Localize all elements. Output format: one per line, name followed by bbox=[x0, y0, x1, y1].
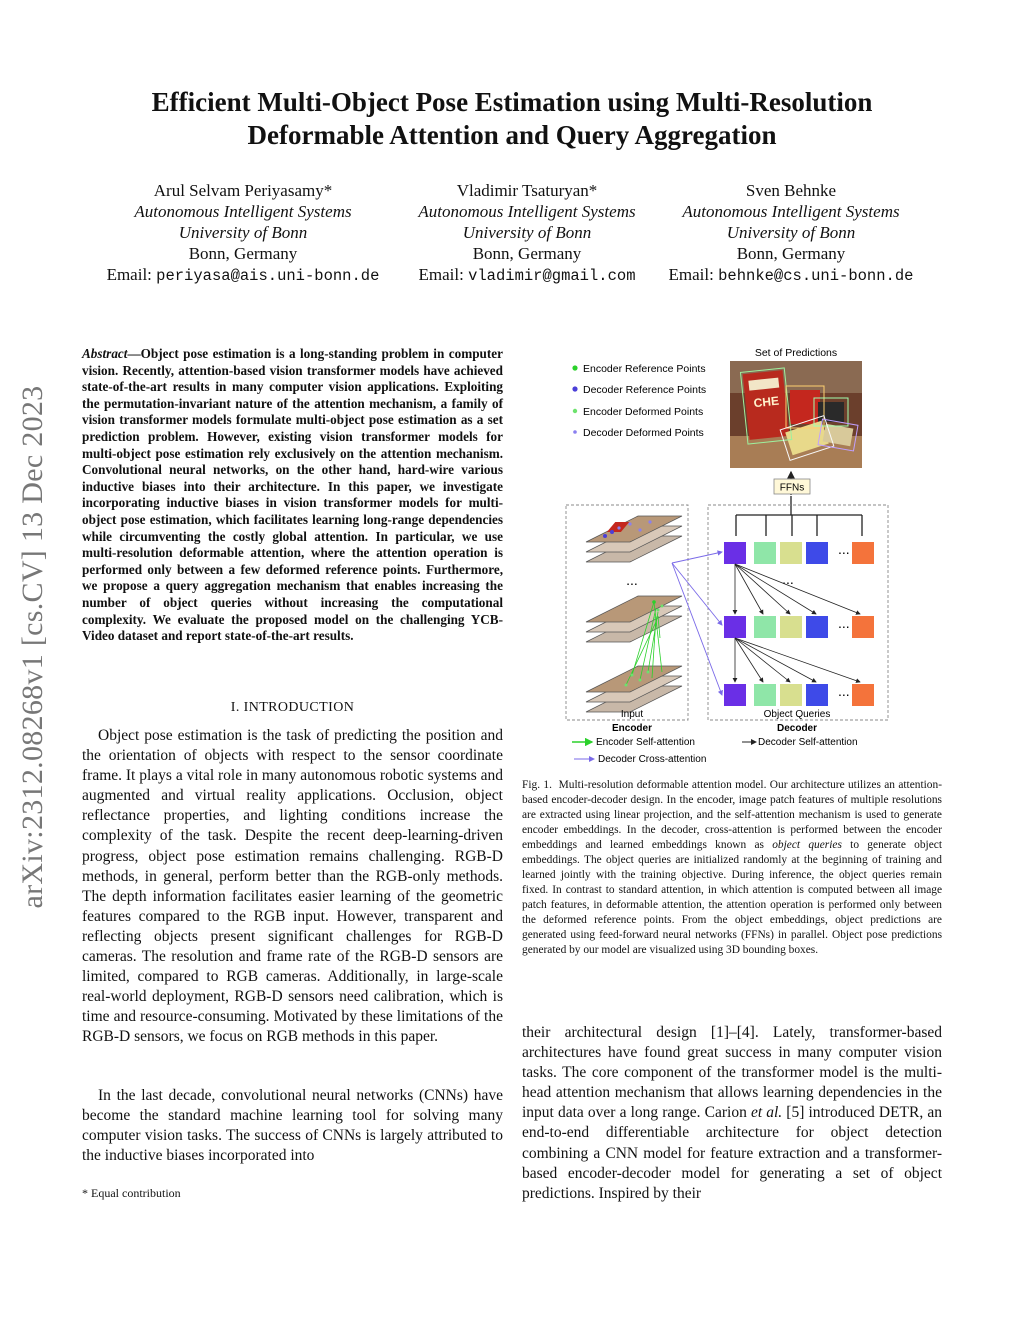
author-location: Bonn, Germany bbox=[736, 244, 846, 263]
query-cell bbox=[724, 616, 746, 638]
set-of-predictions-label: Set of Predictions bbox=[754, 347, 838, 359]
author-name: Sven Behnke bbox=[745, 181, 837, 200]
query-cell bbox=[780, 616, 802, 638]
author-affiliation: Autonomous Intelligent Systems bbox=[418, 202, 636, 221]
paper-title: Efficient Multi-Object Pose Estimation using Multi-Resolution Deformable Attention and Query Aggregation bbox=[151, 87, 873, 150]
author-email-line bbox=[626, 264, 956, 287]
email-label: Email: bbox=[668, 265, 714, 284]
scene-box-text: CHE bbox=[753, 393, 780, 411]
query-row-middle bbox=[724, 615, 874, 638]
legend-dot-encoder-deformed bbox=[573, 409, 577, 413]
legend-label: Encoder Deformed Points bbox=[583, 406, 704, 418]
legend-label: Encoder Reference Points bbox=[583, 363, 706, 375]
abstract-label: Abstract bbox=[82, 346, 128, 361]
query-cell bbox=[852, 542, 874, 564]
intro-paragraph-1: Object pose estimation is the task of predicting the position and the orientation of objects with respect to the sensor coordinate frame. It plays a vital role in many autonomous robotic systems and augmented and virtual reality applications. Occlusion, object reflectance properties, and lighting conditions increase the complexity of the task. Despite the recent deep-learning-driven progress, object pose estimation remains challenging. RGB-D methods, in general, perform better than the RGB-only methods. The depth information facilitates easier learning of the geometric features compared to the RGB input. However, transparent and reflecting objects present significant challenges for RGB-D cameras. The resolution and frame rate of the RGB-D sensors are limited, compared to RGB cameras. Additionally, in large-scale real-world deployment, RGB-D sensors need calibration, which is time and resource-consuming. Motivated by these limitations of the RGB-D sensors, we focus on RGB methods in this paper. bbox=[82, 727, 503, 1046]
query-cell bbox=[724, 684, 746, 706]
ellipsis: ... bbox=[626, 572, 638, 588]
ellipsis: ... bbox=[838, 683, 850, 699]
author-name: Vladimir Tsaturyan* bbox=[456, 181, 598, 200]
object-queries-label: Object Queries bbox=[763, 709, 831, 720]
figure-caption bbox=[522, 778, 942, 958]
query-cell bbox=[754, 616, 776, 638]
legend-label: Decoder Reference Points bbox=[583, 384, 707, 396]
query-cell bbox=[806, 542, 828, 564]
col2-text-em: et al. bbox=[750, 1104, 783, 1122]
query-cell bbox=[852, 684, 874, 706]
legend-dot-decoder-ref bbox=[572, 386, 577, 391]
ellipsis: ... bbox=[782, 571, 794, 587]
query-cell bbox=[754, 684, 776, 706]
author-name: Arul Selvam Periyasamy* bbox=[153, 181, 333, 200]
input-label: Input bbox=[620, 709, 644, 720]
figure-legend bbox=[572, 363, 706, 439]
legend-dot-decoder-deformed bbox=[573, 430, 577, 434]
footnote: * Equal contribution bbox=[82, 1186, 181, 1200]
query-cell bbox=[806, 684, 828, 706]
caption-prefix: Fig. 1. bbox=[522, 779, 552, 791]
query-cell bbox=[754, 542, 776, 564]
author-university: University of Bonn bbox=[462, 223, 592, 242]
ellipsis: ... bbox=[838, 615, 850, 631]
decoder-cross-attention-label: Decoder Cross-attention bbox=[598, 754, 707, 765]
query-row-top bbox=[724, 541, 874, 564]
author-university: University of Bonn bbox=[178, 223, 308, 242]
col2-text-b: [5] introduced DETR, an end-to-end differentiable architecture for object detection combining a CNN model for feature extraction and a transformer-based encoder-decoder model for generating a set of object predictions. Inspired by their bbox=[522, 1104, 942, 1202]
abstract-text: —Object pose estimation is a long-standing problem in computer vision. Recently, attention-based vision transformer models have achieved state-of-the-art results in many computer vision applications. Exploiting the permutation-invariant nature of the attention mechanism, a family of vision transformer models formulate multi-object pose estimation as a set prediction problem. However, existing vision transformer models for multi-object pose estimation rely exclusively on the attention mechanism. Convolutional neural networks, on the other hand, hard-wire various inductive biases into their architecture. In this paper, we investigate incorporating inductive biases in vision transformer models for multi-object pose estimation, which facilitates learning long-range dependencies while circumventing the costly global attention. In particular, we use multi-resolution deformable attention, where the attention operation is performed only between a few deformed reference points. Furthermore, we propose a query aggregation mechanism that enables increasing the number of object queries without increasing the computational complexity. We evaluate the proposed model on the challenging YCB-Video dataset and report state-of-the-art results. bbox=[82, 346, 503, 644]
query-cell bbox=[780, 542, 802, 564]
email-label: Email: bbox=[106, 265, 152, 284]
author-location: Bonn, Germany bbox=[188, 244, 298, 263]
caption-text-a: Multi-resolution deformable attention model. Our architecture utilizes an attention-based encoder-decoder design. In the encoder, image patch features of multiple resolutions are extracted using linear projection, and the self-attention mechanism is used to generate encoder embeddings. In the decoder, cross-attention is performed between the encoder embeddings and learned embeddings known as bbox=[522, 779, 942, 851]
author-email[interactable]: vladimir@gmail.com bbox=[468, 267, 636, 285]
query-cell bbox=[806, 616, 828, 638]
email-label: Email: bbox=[418, 265, 464, 284]
author-block-3 bbox=[626, 180, 956, 287]
encoder-self-attention-label: Encoder Self-attention bbox=[596, 737, 695, 748]
prediction-scene-image bbox=[730, 361, 862, 468]
author-location: Bonn, Germany bbox=[472, 244, 582, 263]
query-cell bbox=[852, 616, 874, 638]
query-cell bbox=[780, 684, 802, 706]
decoder-self-attention-label: Decoder Self-attention bbox=[758, 737, 858, 748]
section-heading-introduction: I. INTRODUCTION bbox=[230, 700, 355, 715]
column2-paragraph bbox=[522, 1023, 942, 1204]
author-affiliation: Autonomous Intelligent Systems bbox=[682, 202, 900, 221]
arxiv-identifier: arXiv:2312.08268v1 [cs.CV] 13 Dec 2023 bbox=[16, 385, 49, 909]
caption-text-em: object queries bbox=[772, 839, 842, 851]
query-cell bbox=[724, 542, 746, 564]
author-university: University of Bonn bbox=[726, 223, 856, 242]
encoder-feature-stacks bbox=[586, 516, 682, 712]
author-affiliation: Autonomous Intelligent Systems bbox=[134, 202, 352, 221]
abstract bbox=[82, 346, 503, 645]
ffns-label: FFNs bbox=[779, 482, 805, 494]
author-block-1 bbox=[78, 180, 408, 287]
author-email[interactable]: periyasa@ais.uni-bonn.de bbox=[156, 267, 380, 285]
encoder-label: Encoder bbox=[611, 723, 653, 734]
intro-paragraph-2: In the last decade, convolutional neural networks (CNNs) have become the standard machine learning tool for solving many computer vision tasks. The success of CNNs is largely attributed to the inductive biases incorporated into bbox=[82, 1087, 503, 1165]
legend-dot-encoder-ref bbox=[572, 365, 577, 370]
legend-label: Decoder Deformed Points bbox=[583, 427, 704, 439]
decoder-label: Decoder bbox=[776, 723, 818, 734]
ellipsis: ... bbox=[838, 541, 850, 557]
figure-architecture bbox=[522, 340, 942, 770]
query-row-bottom bbox=[724, 683, 874, 706]
author-email[interactable]: behnke@cs.uni-bonn.de bbox=[718, 267, 914, 285]
caption-text-b: to generate object embeddings. The object queries are initialized randomly at the beginning of training and learned jointly with the training objective. During inference, the object queries remain fixed. In contrast to standard attention, in which attention is computed between all image patch features, in deformable attention, the attention operation is performed only between the deformed reference points. From the object embeddings, object predictions are generated using feed-forward neural networks (FFNs) in parallel. Object pose predictions generated by our model are visualized using 3D bounding boxes. bbox=[522, 839, 942, 956]
author-email-line bbox=[78, 264, 408, 287]
col2-text-a: their architectural design [1]–[4]. Lately, transformer-based architectures have found great success in many computer vision tasks. The core component of the transformer model is the multi-head attention mechanism that allows learning dependencies in the input data over a long range. Carion bbox=[522, 1024, 942, 1122]
